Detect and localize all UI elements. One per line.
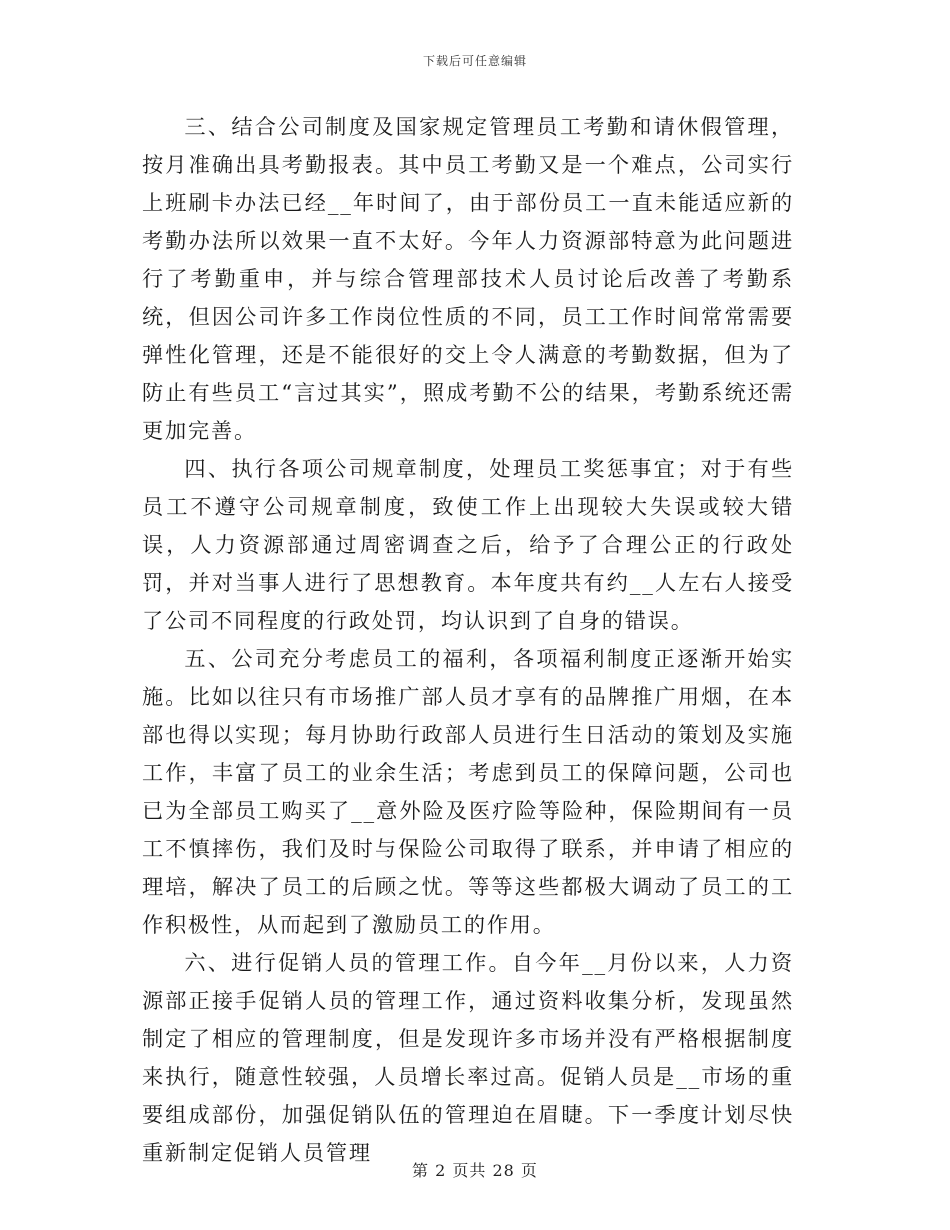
paragraph-attendance: 三、结合公司制度及国家规定管理员工考勤和请休假管理，按月准确出具考勤报表。其中员工考勤又是一个难点，公司实行上班刷卡办法已经__年时间了，由于部份员工一直未能适应新的考勤办法所以效果一直不太好。今年人力资源部特意为此问题进行了考勤重申，并与综合管理部技术人员讨论后改善了考勤系统，但因公司许多工作岗位性质的不同，员工工作时间常常需要弹性化管理，还是不能很好的交上令人满意的考勤数据，但为了防止有些员工“言过其实”，照成考勤不公的结果，考勤系统还需更加完善。 [142,114,794,443]
document-body [142,108,794,1172]
paragraph-promoters: 六、进行促销人员的管理工作。自今年__月份以来，人力资源部正接手促销人员的管理工作，通过资料收集分析，发现虽然制定了相应的管理制度，但是发现许多市场并没有严格根据制度来执行，随意性较强，人员增长率过高。促销人员是__市场的重要组成部份，加强促销队伍的管理迫在眉睫。下一季度计划尽快重新制定促销人员管理 [142,950,794,1165]
paragraph-welfare: 五、公司充分考虑员工的福利，各项福利制度正逐渐开始实施。比如以往只有市场推广部人员才享有的品牌推广用烟，在本部也得以实现；每月协助行政部人员进行生日活动的策划及实施工作，丰富了员工的业余生活；考虑到员工的保障问题，公司也已为全部员工购买了__意外险及医疗险等险种，保险期间有一员工不慎摔伤，我们及时与保险公司取得了联系，并申请了相应的理培，解决了员工的后顾之忧。等等这些都极大调动了员工的工作积极性，从而起到了激励员工的作用。 [142,646,794,937]
page-header: 下载后可任意编辑 [422,54,527,68]
page-number-footer: 第 2 页共 28 页 [412,1161,538,1180]
paragraph-discipline: 四、执行各项公司规章制度，处理员工奖惩事宜；对于有些员工不遵守公司规章制度，致使工作上出现较大失误或较大错误，人力资源部通过周密调查之后，给予了合理公正的行政处罚，并对当事人进行了思想教育。本年度共有约__人左右人接受了公司不同程度的行政处罚，均认识到了自身的错误。 [142,456,794,633]
